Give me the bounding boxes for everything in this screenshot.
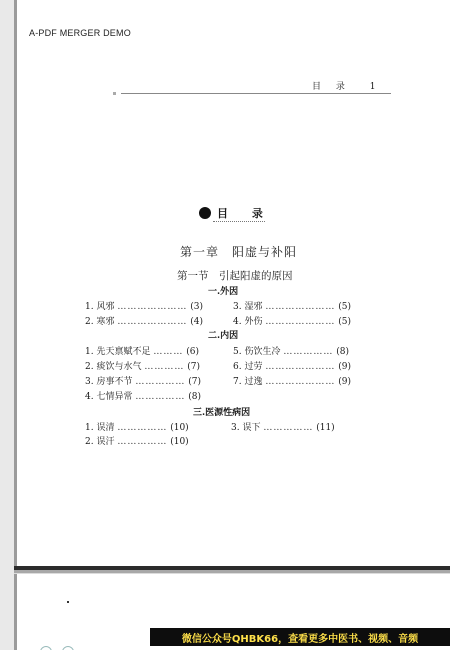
bullet-icon (199, 207, 211, 219)
page-shadow-light (14, 573, 450, 574)
scan-speck (67, 601, 69, 603)
group-heading: 二.内因 (208, 331, 239, 341)
toc-entry[interactable]: 1. 风邪 ………………… (3) (85, 302, 203, 312)
viewer-left-panel (0, 0, 15, 650)
toc-entry[interactable]: 4. 七情异常 …………… (8) (85, 392, 201, 402)
header-rule (121, 93, 391, 94)
toc-entry[interactable]: 3. 房事不节 …………… (7) (85, 377, 201, 387)
toc-entry[interactable]: 4. 外伤 ………………… (5) (233, 317, 351, 327)
toc-entry[interactable]: 6. 过劳 ………………… (9) (233, 362, 351, 372)
toc-entry[interactable]: 3. 误下 …………… (11) (231, 423, 335, 433)
toc-entry[interactable]: 7. 过逸 ………………… (9) (233, 377, 351, 387)
document-page (17, 0, 450, 566)
header-rule-mark (113, 92, 116, 95)
watermark-text: A-PDF MERGER DEMO (29, 28, 131, 38)
next-page-edge (0, 646, 450, 650)
toc-title-text: 目 录 (217, 207, 273, 220)
promo-banner: 微信公众号QHBK66，查看更多中医书、视频、音频 (150, 628, 450, 646)
toc-entry[interactable]: 2. 痰饮与水气 ………… (7) (85, 362, 200, 372)
toc-entry[interactable]: 1. 先天禀赋不足 ……… (6) (85, 347, 199, 357)
group-heading: 一.外因 (208, 287, 239, 297)
running-header (312, 79, 375, 92)
section-title: 第一节 引起阳虚的原因 (177, 270, 293, 282)
toc-title-underline (213, 221, 265, 222)
group-heading: 三.医源性病因 (193, 408, 251, 418)
running-header-title: 目 录 (312, 82, 351, 92)
toc-entry[interactable]: 1. 误清 …………… (10) (85, 423, 189, 433)
toc-entry[interactable]: 3. 湿邪 ………………… (5) (233, 302, 351, 312)
running-header-page: 1 (369, 82, 376, 92)
toc-title (199, 205, 273, 221)
toc-entry[interactable]: 5. 伤饮生冷 …………… (8) (233, 347, 349, 357)
toc-entry[interactable]: 2. 寒邪 ………………… (4) (85, 317, 203, 327)
toc-entry[interactable]: 2. 误汗 …………… (10) (85, 437, 189, 447)
chapter-title: 第一章 阳虚与补阳 (180, 245, 298, 259)
